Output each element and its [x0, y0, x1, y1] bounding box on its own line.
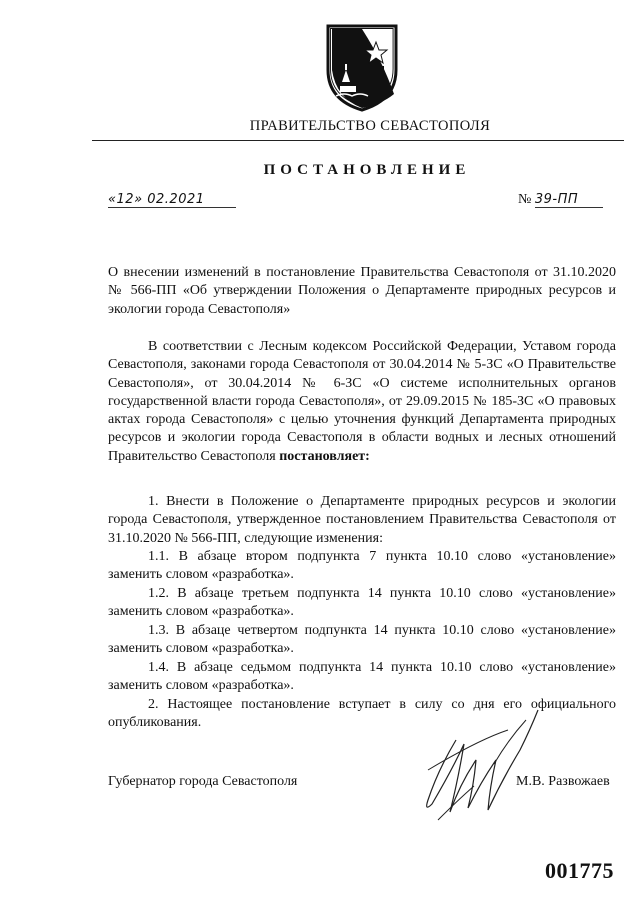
list-item: 1. Внести в Положение о Департаменте природных ресурсов и экологии города Севастополя, утвержденное постановлением Правительства Севастополя от 31.10.2020 № 566-ПП, следующие изменения: — [108, 494, 616, 546]
document-date — [108, 192, 236, 208]
preamble-paragraph — [108, 338, 616, 466]
date-open-quote: « — [108, 192, 117, 207]
signatory-position: Губернатор города Севастополя — [108, 774, 298, 789]
list-item: 1.3. В абзаце четвертом подпункта 14 пункта 10.10 слово «установление» заменить словом «разработка». — [108, 623, 616, 657]
preamble-text: В соответствии с Лесным кодексом Российской Федерации, Уставом города Севастополя, законами города Севастополя от 30.04.2014 № 5-ЗС «О Правительстве Севастополя», от 30.04.2014 № 6-ЗС «О системе исполнительных органов государственной власти города Севастополя», от 29.09.2015 № 185-ЗС «О правовых актах города Севастополя» с целью уточнения функций Департамента природных ресурсов и экологии города Севастополя в области водных и лесных отношений Правительство Севастополя — [108, 339, 616, 464]
signatory-name: М.В. Развожаев — [516, 774, 610, 789]
list-item: 1.2. В абзаце третьем подпункта 14 пункта 10.10 слово «установление» заменить словом «разработка». — [108, 586, 616, 620]
document-number — [518, 192, 603, 208]
coat-of-arms-emblem — [322, 20, 402, 112]
serial-number: 001775 — [545, 858, 614, 883]
date-close-quote: » — [134, 192, 143, 207]
list-item: 2. Настоящее постановление вступает в силу со дня его официального опубликования. — [108, 697, 616, 731]
list-item: 1.4. В абзаце седьмом подпункта 14 пункта 10.10 слово «установление» заменить словом «разработка». — [108, 660, 616, 694]
date-month-year: 02.2021 — [147, 192, 205, 207]
document-subject: О внесении изменений в постановление Правительства Севастополя от 31.10.2020 № 566-ПП «Об утверждении Положения о Департаменте природных ресурсов и экологии города Севастополя» — [108, 265, 616, 317]
government-name: ПРАВИТЕЛЬСТВО СЕВАСТОПОЛЯ — [249, 118, 491, 134]
number-value: 39-ПП — [535, 192, 603, 208]
date-day: 12 — [116, 192, 135, 207]
list-item: 1.1. В абзаце втором подпункта 7 пункта 10.10 слово «установление» заменить словом «разработка». — [108, 549, 616, 583]
document-type-title: ПОСТАНОВЛЕНИЕ — [263, 162, 471, 178]
header-divider — [92, 140, 624, 141]
number-sign: № — [518, 192, 532, 207]
preamble-resolves: постановляет: — [279, 448, 370, 464]
handwritten-signature — [398, 700, 568, 840]
